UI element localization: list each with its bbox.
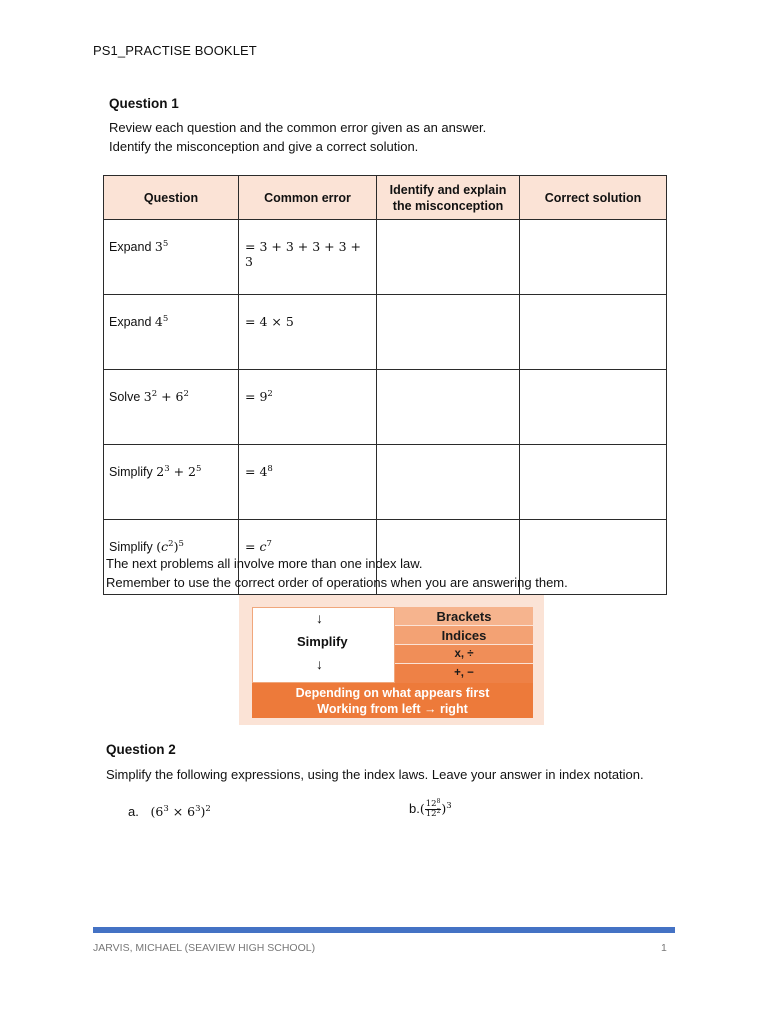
- part-b-label: b.: [409, 801, 420, 816]
- row-verb: Solve: [109, 390, 141, 404]
- step-brackets: Brackets: [395, 607, 533, 626]
- header-common-error: Common error: [239, 176, 377, 220]
- misconception-cell[interactable]: [377, 370, 520, 445]
- header-misconception: [377, 176, 520, 220]
- correct-solution-cell[interactable]: [520, 370, 667, 445]
- order-note-line-1: Depending on what appears first: [295, 686, 490, 700]
- row-error-text: = 9: [245, 389, 268, 404]
- part-a: [128, 804, 211, 819]
- table-row: [104, 445, 667, 520]
- row-common-error: = $4^8$: [239, 445, 377, 520]
- header-question: Question: [104, 176, 239, 220]
- correct-solution-cell[interactable]: [520, 295, 667, 370]
- step-multiply-divide: x, ÷: [395, 645, 533, 664]
- row-verb: Simplify: [109, 465, 153, 479]
- part-b-expression: ( $\frac{12^8}{12^2}$ )$^3$: [419, 798, 452, 819]
- misconception-cell[interactable]: [377, 295, 520, 370]
- correct-solution-cell[interactable]: [520, 220, 667, 295]
- row-verb: Simplify: [109, 540, 153, 554]
- row-common-error: = $9^2$: [239, 370, 377, 445]
- row-common-error: = 4 × 5: [239, 295, 377, 370]
- order-note-left: Working from left: [317, 702, 421, 716]
- question-1-line-1: Review each question and the common error given as an answer.: [109, 120, 487, 135]
- order-note-right: right: [439, 702, 468, 716]
- part-b: [409, 800, 452, 819]
- correct-solution-cell[interactable]: [520, 445, 667, 520]
- row-verb: Expand: [109, 315, 152, 329]
- order-note-line-2: [252, 701, 533, 717]
- row-question: Expand $4^5$: [104, 295, 239, 370]
- page-number: 1: [661, 942, 667, 954]
- down-arrow-icon: ↓: [316, 610, 323, 626]
- question-2-title: Question 2: [106, 742, 176, 757]
- part-a-expression: $(6^3 \times 6^3)^2$: [150, 804, 211, 819]
- table-row: [104, 295, 667, 370]
- row-error-text: =: [245, 539, 260, 554]
- simplify-panel: [252, 607, 395, 683]
- row-question: Simplify $2^3 + 2^5$: [104, 445, 239, 520]
- intro-line-2: Remember to use the correct order of operations when you are answering them.: [106, 575, 568, 590]
- header-misconception-line-2: the misconception: [392, 198, 504, 213]
- right-arrow-icon: →: [423, 702, 437, 716]
- question-2-instruction: Simplify the following expressions, using the index laws. Leave your answer in index notation.: [106, 767, 644, 782]
- step-indices: Indices: [395, 626, 533, 645]
- table-row: [104, 220, 667, 295]
- misconception-cell[interactable]: [377, 445, 520, 520]
- document-header: PS1_PRACTISE BOOKLET: [93, 43, 257, 58]
- header-correct-solution: Correct solution: [520, 176, 667, 220]
- row-error-text: = 4: [245, 464, 268, 479]
- row-question: Expand $3^5$: [104, 220, 239, 295]
- row-question: Solve $3^2 + 6^2$: [104, 370, 239, 445]
- step-add-subtract: +, −: [395, 664, 533, 683]
- footer-bar: [93, 927, 675, 933]
- row-common-error: = $c^7$: [239, 520, 377, 595]
- table-header-row: [104, 176, 667, 220]
- row-question: Simplify $(c^2)^5$: [104, 520, 239, 595]
- row-verb: Expand: [109, 240, 152, 254]
- misconception-table: [103, 175, 667, 595]
- simplify-label: Simplify: [297, 634, 348, 649]
- question-1-line-2: Identify the misconception and give a correct solution.: [109, 139, 419, 154]
- intro-line-1: The next problems all involve more than one index law.: [106, 556, 423, 571]
- question-1-title: Question 1: [109, 96, 179, 111]
- misconception-cell[interactable]: [377, 220, 520, 295]
- down-arrow-icon: ↓: [316, 656, 323, 672]
- row-common-error: = 3 + 3 + 3 + 3 + 3: [239, 220, 377, 295]
- part-a-label: a.: [128, 804, 139, 819]
- header-misconception-line-1: Identify and explain: [389, 182, 507, 197]
- footer-author: JARVIS, MICHAEL (SEAVIEW HIGH SCHOOL): [93, 942, 316, 954]
- order-note: [252, 683, 533, 718]
- table-row: [104, 370, 667, 445]
